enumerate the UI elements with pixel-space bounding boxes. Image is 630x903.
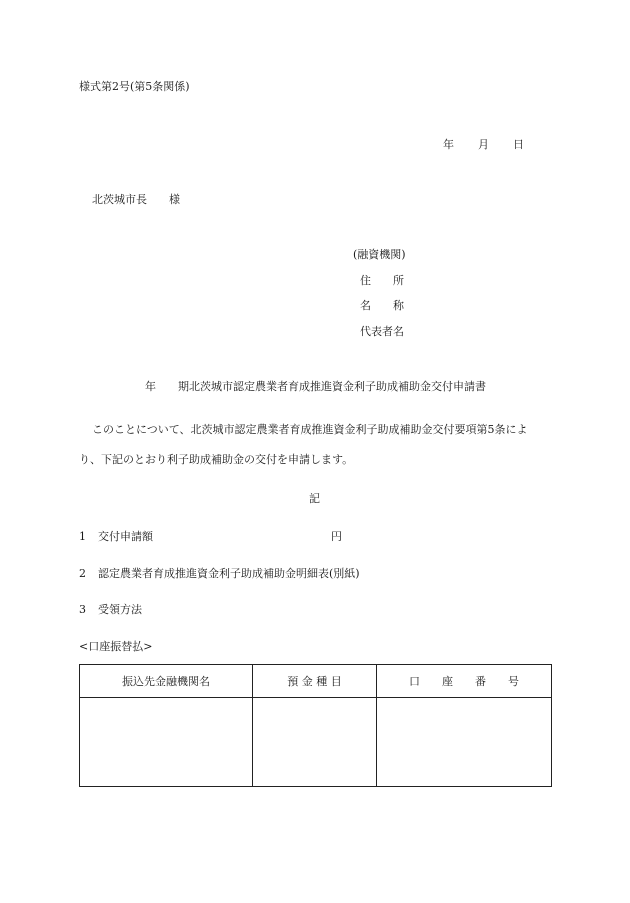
item-text: 交付申請額	[98, 530, 153, 543]
item-number: 3	[79, 603, 86, 616]
table-row	[80, 698, 552, 787]
item-number: 2	[79, 567, 86, 580]
item-number: 1	[79, 530, 86, 543]
financial-institution-label: (融資機関)	[353, 248, 406, 261]
bank-account-table	[79, 664, 552, 787]
header-deposit-type: 預 金 種 目	[253, 665, 377, 698]
bank-name-cell	[80, 698, 253, 787]
form-number: 様式第2号(第5条関係)	[79, 80, 190, 93]
deposit-type-cell	[253, 698, 377, 787]
addressee: 北茨城市長 様	[92, 193, 180, 206]
address-label: 住 所	[360, 274, 404, 287]
item-text: 受領方法	[98, 603, 142, 616]
name-label: 名 称	[360, 299, 404, 312]
body-line-2: り、下記のとおり利子助成補助金の交付を申請します。	[79, 453, 354, 466]
document-title: 年 期北茨城市認定農業者育成推進資金利子助成補助金交付申請書	[145, 380, 486, 393]
date-year: 年	[443, 138, 454, 151]
ki-heading: 記	[309, 492, 320, 505]
header-account-number: 口 座 番 号	[377, 665, 552, 698]
header-bank-name: 振込先金融機関名	[80, 665, 253, 698]
yen-unit: 円	[331, 530, 342, 543]
representative-label: 代表者名	[360, 325, 404, 338]
date-month: 月	[478, 138, 489, 151]
table-header-row	[80, 665, 552, 698]
account-number-cell	[377, 698, 552, 787]
item-text: 認定農業者育成推進資金利子助成補助金明細表(別紙)	[98, 567, 360, 580]
body-line-1: このことについて、北茨城市認定農業者育成推進資金利子助成補助金交付要項第5条によ	[92, 423, 528, 436]
transfer-label: <口座振替払>	[79, 640, 153, 653]
date-day: 日	[513, 138, 524, 151]
